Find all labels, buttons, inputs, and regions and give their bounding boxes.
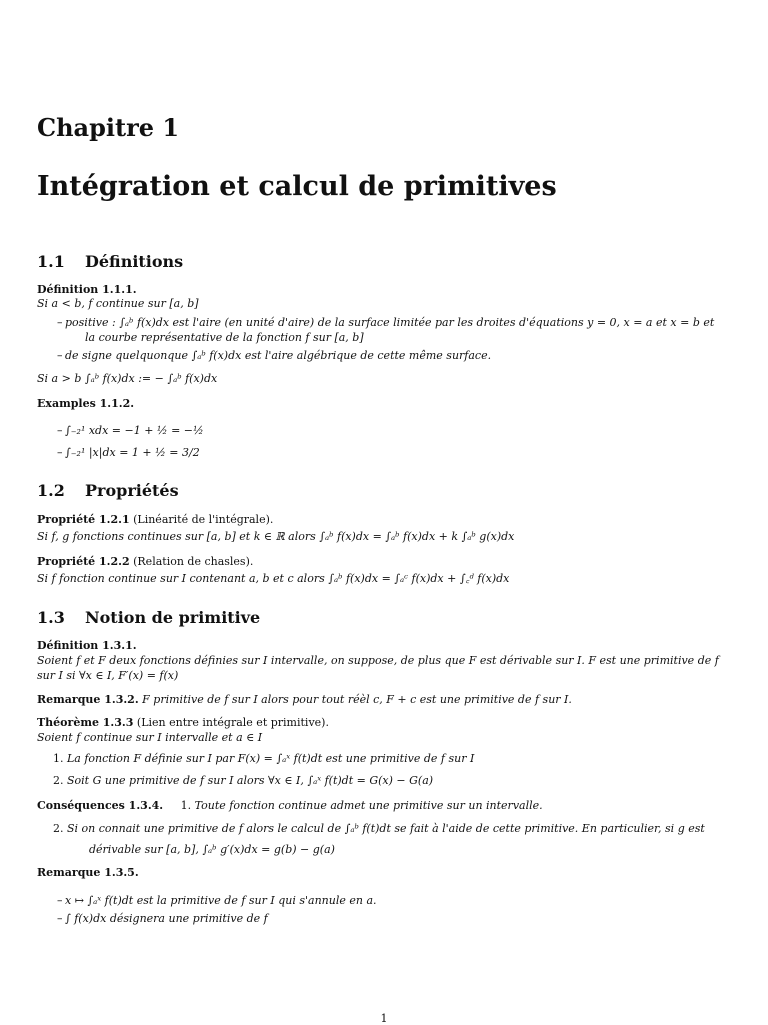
- section-title: Notion de primitive: [85, 608, 261, 627]
- item-text: La fonction F définie sur I par F(x) = ∫ₐˣ f(t)dt est une primitive de f sur I: [67, 752, 475, 765]
- property-label: Propriété 1.2.2: [37, 555, 130, 568]
- section-heading-1-3: [37, 608, 260, 627]
- item-text: Toute fonction continue admet une primitive sur un intervalle.: [194, 799, 543, 812]
- property-caption: (Relation de chasles).: [133, 555, 254, 568]
- item-number: 2.: [53, 822, 64, 835]
- list-dash: –: [57, 316, 63, 329]
- list-item: [57, 446, 200, 460]
- property-heading: [37, 555, 253, 569]
- page-number: 1: [380, 1012, 388, 1025]
- list-item-text: x ↦ ∫ₐˣ f(t)dt est la primitive de f sur I qui s'annule en a.: [65, 894, 377, 907]
- list-item-continuation: la courbe représentative de la fonction f sur [a, b]: [85, 331, 364, 344]
- list-item: [57, 894, 377, 908]
- list-item: [57, 349, 491, 363]
- list-item: [57, 424, 204, 438]
- list-dash: –: [57, 349, 63, 362]
- list-item-text: ∫₋₂¹ |x|dx = 1 + ½ = 3/2: [65, 446, 200, 459]
- remark-heading: Remarque 1.3.5.: [37, 866, 139, 879]
- definition-after: Si a > b ∫ₐᵇ f(x)dx := − ∫ₐᵇ f(x)dx: [37, 372, 218, 385]
- section-number: 1.1: [37, 252, 65, 271]
- item-number: 1.: [180, 799, 192, 812]
- theorem-intro: Soient f continue sur I intervalle et a ∈ I: [37, 731, 263, 744]
- examples-heading: Examples 1.1.2.: [37, 397, 135, 410]
- property-text: Si f, g fonctions continues sur [a, b] et k ∈ ℝ alors ∫ₐᵇ f(x)dx = ∫ₐᵇ f(x)dx + k ∫ₐᵇ g(x)dx: [37, 530, 515, 543]
- definition-text-continuation: sur I si ∀x ∈ I, F′(x) = f(x): [37, 669, 179, 682]
- definition-heading: Définition 1.3.1.: [37, 639, 137, 652]
- definition-text: Soient f et F deux fonctions définies sur I intervalle, on suppose, de plus que F est dérivable sur I. F est une primitive de f: [37, 654, 719, 667]
- remark-text: F primitive de f sur I alors pour tout réèl c, F + c est une primitive de f sur I.: [142, 693, 572, 706]
- item-text: Soit G une primitive de f sur I alors ∀x ∈ I, ∫ₐˣ f(t)dt = G(x) − G(a): [67, 774, 434, 787]
- consequences-label: Conséquences 1.3.4.: [37, 799, 164, 812]
- item-number: 2.: [53, 774, 64, 787]
- list-item-text: positive : ∫ₐᵇ f(x)dx est l'aire (en unité d'aire) de la surface limitée par les droites d'équations y = 0, x = a et x = b et: [65, 316, 715, 329]
- section-number: 1.2: [37, 481, 65, 500]
- property-label: Propriété 1.2.1: [37, 513, 130, 526]
- theorem-label: Théorème 1.3.3: [37, 716, 134, 729]
- list-item-text: de signe quelquonque ∫ₐᵇ f(x)dx est l'aire algébrique de cette même surface.: [65, 349, 492, 362]
- enumerated-item: [181, 799, 543, 812]
- definition-intro: Si a < b, f continue sur [a, b]: [37, 297, 199, 310]
- section-number: 1.3: [37, 608, 65, 627]
- remark: [37, 693, 572, 707]
- item-number: 1.: [53, 752, 64, 765]
- theorem-caption: (Lien entre intégrale et primitive).: [136, 716, 329, 729]
- list-item-text: ∫₋₂¹ xdx = −1 + ½ = −½: [65, 424, 204, 437]
- list-item: [57, 912, 268, 926]
- section-heading-1-2: [37, 481, 179, 500]
- consequences: [37, 799, 543, 813]
- section-heading-1-1: [37, 252, 183, 271]
- list-item-text: ∫ f(x)dx désignera une primitive de f: [65, 912, 268, 925]
- enumerated-item: [53, 822, 705, 836]
- chapter-title: Intégration et calcul de primitives: [37, 171, 557, 202]
- enumerated-item-continuation: dérivable sur [a, b], ∫ₐᵇ g′(x)dx = g(b) − g(a): [89, 843, 335, 856]
- theorem-heading: [37, 716, 329, 730]
- definition-heading: Définition 1.1.1.: [37, 283, 137, 296]
- property-heading: [37, 513, 273, 527]
- property-text: Si f fonction continue sur I contenant a, b et c alors ∫ₐᵇ f(x)dx = ∫ₐᶜ f(x)dx + ∫꜀ᵈ f(x)dx: [37, 572, 510, 585]
- item-text: Si on connait une primitive de f alors le calcul de ∫ₐᵇ f(t)dt se fait à l'aide de cette primitive. En particulier, si g est: [67, 822, 705, 835]
- property-caption: (Linéarité de l'intégrale).: [133, 513, 274, 526]
- section-title: Propriétés: [85, 481, 179, 500]
- chapter-label: Chapitre 1: [37, 113, 180, 142]
- list-dash: –: [57, 424, 63, 437]
- list-item: [57, 316, 714, 330]
- remark-label: Remarque 1.3.2.: [37, 693, 139, 706]
- section-title: Définitions: [85, 252, 184, 271]
- list-dash: –: [57, 912, 63, 925]
- list-dash: –: [57, 446, 63, 459]
- enumerated-item: [53, 774, 433, 788]
- enumerated-item: [53, 752, 474, 766]
- list-dash: –: [57, 894, 63, 907]
